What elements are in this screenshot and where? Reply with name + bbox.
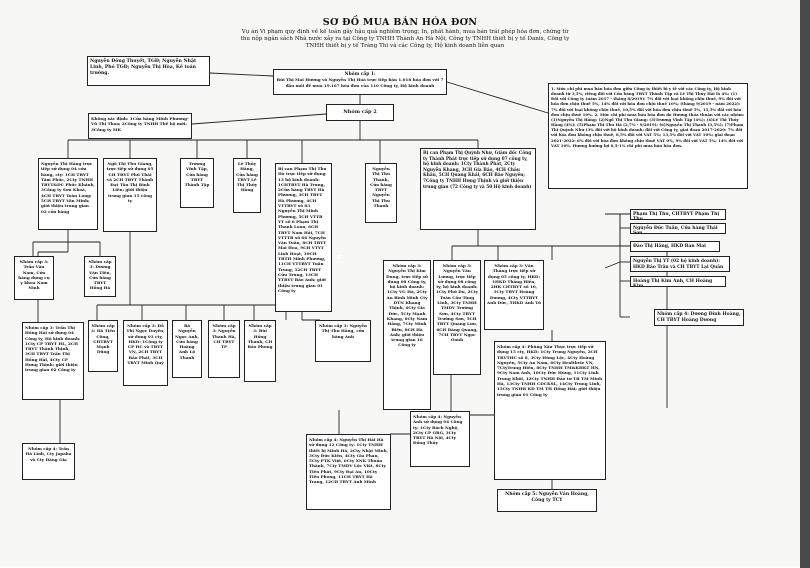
node-level2-member-5 [275, 163, 332, 312]
node-level5-a-text: Nhóm cấp 5: Nguyễn Văn Hoàng, Công ty TCY [505, 492, 589, 503]
node-right-2-text: Nguyễn Đức Tuấn, Cửa hàng Thái Sơn [633, 226, 718, 234]
node-level2-member-2-text: Ngô Thị Thu Giang, trực tiếp sử dụng 05 CH TBYT Phú Thái và 2CH TBYT Thành Đạt Tân Thị Bình Liên; giới thiệu trung gian 15 công ty [106, 161, 154, 204]
node-level1-text: Bùi Thị Mai Hương và Nguyễn Thị Hoà trực tiếp bán 1.018 hóa đơn với 7 đầu mối để mua 19.167 hóa đơn của 110 Công ty, Hộ kinh doanh [276, 77, 444, 88]
node-right-1-text: Phạm Thị Thu, CHTBYT Phạm Thị Thu [633, 212, 720, 220]
node-level3-f-text: Bà Nguyễn Ngọc Anh, Cửa hàng Hoàng Anh Lộ Thanh [175, 323, 199, 360]
node-level3-g [208, 320, 240, 378]
node-level2-member-6 [365, 163, 397, 223]
node-level2-member-2 [103, 158, 157, 232]
node-level3-d [88, 320, 118, 372]
node-right-1 [630, 209, 726, 220]
node-right-3-text: Đào Thị Hằng, HKD Ban Mai [633, 244, 706, 249]
node-top-left [87, 56, 210, 86]
diagram-subtitle: Vụ án Vi phạm quy định về kế toán gây hậu quả nghiêm trọng; In, phát hành, mua bán trái phép hóa đơn, chứng từ thu nộp ngân sách Nhà nước xảy ra tại Công ty TNHH Thành An Hà Nội, Công ty TNHH thiết bị y tế Danix, Công ty TNHH thiết bị y tế Tràng Thi và các Công ty, Hộ kinh doanh liên quan [240, 29, 570, 50]
node-top-left-text: Nguyễn Đông Thuyết, TGĐ; Nguyễn Nhật Linh, Phó TGĐ; Nguyễn Thị Hòa, Kế toán trưởng. [90, 59, 197, 76]
node-level4-d [494, 341, 606, 480]
node-level5-a [497, 489, 597, 512]
node-level3-l-text: Nhóm cấp 3: Văn Thắng trực tiếp sử dụng 05 công ty, HKD: 1HKD Thắng Hiền, 2HK CHTBYT số 10, 3Cty TBYT Hoàng Dương, 4Cty VTTBYT Anh Đức, 5HKD Anh Tú [487, 263, 541, 306]
node-level3-k-text: Nhóm cấp 3: Nguyễn Văn Lương, trực tiếp sử dụng 08 công ty, hộ kinh doanh: 1Cty Phú Du, 2Cty Toàn Cầu Tùng Linh, 3Cty TNHH TMDV Trường Sơn, 4Cty TBYT Trường Sơn, 5CH TBYT Quang Lưu, 6CH Đăng Quang, 7CH TBYT Ngọc Oanh [436, 263, 479, 343]
node-level3-d-text: Nhóm cấp 3: Hà Tiến Công, CHTBYT Mạnh Dũng [91, 323, 115, 355]
node-level3-l [484, 260, 544, 330]
node-unidentified-note [88, 113, 192, 139]
node-level3-e [123, 320, 168, 386]
node-level3-j-text: Nhóm cấp 3: Nguyễn Thị Kim Dung, trực tiếp sử dụng 08 Công ty, hộ kinh doanh: 1Cty VG Hà, 2Cty An Bình Minh Cty DTN Khang Thịnh, 4Cty Gia Đức, 5Cty Mạnh Khang, 6Cty Nam Hằng, 7Cty Minh Biên, 8CH Hà Anh; giới thiệu trung gian 16 Công ty [386, 263, 428, 348]
node-level2-member-7-text: Bị can Phạm Thị Quỳnh Như, Giám đốc Công ty Thành Phát trực tiếp sử dụng 07 công ty, hộ kinh doanh: 1Cty Thành Phát, 2Cty Nguyễn Khang, 3CH Gia Bảo, 4CH Châu Khâu, 5CH Quang Khải, 6CH Bảo Nguyên; 7Công ty TNHH Hưng Thịnh và giới thiệu trung gian (72 Công ty và 50 Hộ kinh doanh) [423, 151, 532, 190]
node-fee-note-text: 1. Mức chi phí mua bán hóa đơn giữa Công ty thiết bị y tế với các Công ty, Hộ kinh doanh từ 3,5%, riêng đối với Cửa hàng TBYT Thành Tập và Lê Thị Thủy Hải là 4%; (1) Đối với Công ty (năm 2017 - tháng 8/2019): 7% đối với loại không chịu thuế, 9% đối với hóa đơn chịu thuế 5%, 14% đối với hóa đơn chịu thuế 10%; (tháng 9/2019 - năm 2022): 7% đối với loại không chịu thuế, 10,5% đối với hóa đơn chịu thuế 5%, 15,5% đối với hóa đơn chịu thuế 10%. 2. Mức chi phí mua bán hóa đơn do Hương thỏa thuận với các nhóm: (1)Nguyễn Thị Hằng; (2)Ngô Thị Thu Giang; (3)Trương Vĩnh Tập (4%); (4)Lê Thị Thủy Hằng (4%); (5)Phạm Thị Thu Hà (2,7% - 9/2019); (6)Nguyễn Thị Thanh (3,5%); (7)Phạm Thị Quỳnh Như (3% đối với hộ kinh doanh; đối với Công ty, giai đoạn 2017-2020: 7% đối với hóa đơn không chịu thuế, 8,5% đối với VAT 5%; 13,5% đối với VAT 10%; giai đoạn 2021-2022: 6% đối với hóa đơn không chịu thuế VAT 0%, 9% đối với VAT 5%; 14% đối với VAT 10%. Hương hưởng lợi 0,5-1% chi phí mua bán hóa đơn. [551, 86, 745, 148]
node-level2-member-3-text: Trương Vĩnh Tập, Cửa hàng TBYT Thành Tập [184, 161, 210, 188]
node-level2-member-1 [38, 158, 98, 230]
node-right-6-text: Nhóm cấp 4: Dương Đình Hoàng, CH TBYT Hoàng Dương [657, 312, 741, 323]
node-level4-a [22, 443, 75, 480]
node-level1 [273, 69, 447, 95]
node-level2-member-4-text: Lê Thủy Hằng, Cửa hàng TBYT Lê Thị Thủy Hằng [236, 161, 258, 193]
node-level3-g-text: Nhóm cấp 3: Nguyễn Thanh Hà, CH TBYT TP [212, 323, 236, 350]
node-level4-b [306, 434, 391, 510]
node-right-6 [654, 309, 744, 326]
node-unidentified-note-text: Không xác định: 1Cửa hàng Minh Phương-Vũ Thị Thoa; 2Công ty TNHH Thế hệ mới; 3Công ty MK [91, 116, 189, 132]
node-level3-a-text: Nhóm cấp 3: Trần Văn Nam, Cửa hàng dụng cụ y khoa Nam Ninh [18, 259, 50, 291]
node-level3-j-box [383, 260, 431, 410]
node-level4-d-text: Nhóm cấp 4: Phùng Xâu Thục trực tiếp sử dụng 15 cty, HKD: 1Cty Trung Nguyên, 2CH TBVTHC số 8, 3Cty Hùng Lộc, 4Cty Hoàng Nguyên, 5Cty An Nam, 6Cty Healthvie VN, 7CtyTrung Hiền, 8Cty TNHH TM&KHKT HN, 9Cty Nam Anh, 10Cty Đức Hùng, 11Cty Linh Trung Khôi, 12Cty TNHH Đảo tư TB TM Minh Hà, 13Cty TNHH CDCKSL, 14Cty Trung Linh, 15Cty TNHH KD TM TH Hồng Hải; giới thiệu trung gian 01 Công ty [497, 344, 603, 397]
node-level2-member-7 [420, 148, 536, 230]
node-right-5 [630, 276, 726, 287]
node-level2-member-1-text: Nguyễn Thị Hằng trực tiếp sử dụng 04 cửa hàng, cty: 1CH TBYT Tâm Phúc, 2Cty TNHH TBYT&DC Phúc Khánh, 3Công ty Sơn Khoá, 4CH TBYT Toàn Long; 5CH TBYT Vân Minh; giới thiệu trung gian 02 cửa hàng [41, 161, 95, 214]
node-level3-j [337, 255, 341, 259]
node-level3-a [14, 256, 54, 300]
node-right-5-text: Hoàng Thị Kim Anh, CH Hoàng Kim [633, 279, 713, 287]
node-level2-member-4 [233, 158, 261, 213]
node-level4-c [410, 411, 470, 467]
node-right-4 [630, 256, 730, 272]
node-level3-k [433, 260, 481, 375]
node-level3-b [84, 256, 116, 297]
node-level4-c-text: Nhóm cấp 4: Nguyễn Ánh sử dụng 04 Công ty: 1Cty Bách Nghệ, 2Cty CP GBG, 3Cty TBYT Hà Nội, 4Cty Đồng Thủy [413, 414, 463, 446]
node-right-4-text: Nguyễn Thị YT (02 hộ kinh doanh): HKD Bảo Trân và CH TBYT Lại Quân [633, 259, 724, 270]
node-level3-h-text: Nhóm cấp 3: Bùi Hồng Thanh, CH Bảo Phong [247, 323, 273, 350]
node-level2-member-6-text: Nguyễn Thị Thu Thanh, Cửa hàng TBYT Nguyễn Thị Thu Thanh [370, 166, 392, 209]
node-level3-i [315, 320, 371, 362]
node-level2 [326, 104, 394, 121]
node-level3-c-text: Nhóm cấp 3: Trần Thị Hồng Hải sử dụng 04 Công ty, Hộ kinh doanh: 1Cty CP TBYT HL, 2CH TBYT Thành Thịnh, 3CH TBYT Trần Thị Hồng Hải, 4Cty CP Hưng Thịnh; giới thiệu trung gian 02 Công ty [25, 325, 81, 373]
node-level3-b-text: Nhóm cấp 3: Dương Văn Tiến, Cửa hàng TBYT Hồng Hà [88, 259, 112, 291]
node-level2-member-5-text: Bị can Phạm Thị Thu Hà trực tiếp sử dụng 13 hộ kinh doanh: 1CHTBYT Hà Trung, 2Cửa hàng TBYT Hà Phương, 3CH TBYT Hà Phương, 4CH VTTBYT số 83 Nguyễn Thị Minh Phương, 5CH VTTB YT số 6 Phạm Thị Thanh Loan, 6CH TBYT Nam Hải, 7CH VTTTB số 68 Nguyễn Văn Tuấn, 8CH TBYT Mai Hoa, 9CH VTYT Linh Hoạt, 10CH TBTH Minh Phương, 11CH VTTBYT Tuấn Trung, 12CH TBYT Cửu Trung, 13CH TTBYT Bảo Anh; giới thiệu trung gian 01 Công ty [278, 166, 327, 293]
node-right-2 [630, 223, 726, 234]
node-level4-a-text: Nhóm cấp 4: Trần Hà Linh, Cty Japaha và Cty Đăng Gia [25, 446, 72, 462]
node-level3-c [22, 322, 84, 400]
node-level4-b-text: Nhóm cấp 4: Nguyễn Thị Hải Hà sử dụng 12 Công ty: 1Cty TNHH thiết bị Minh Hà, 2Cty Nhật Minh, 3Cty Đức Kiên, 4Cty Gia Phan, 5Cty PTK Việt, 6Cty XNK Thuần Thành, 7Cty TMDV Lộc Việt, 8Cty Tiến Phát, 9Cty Đại An, 10Cty Tiên Phong, 11CH TBYT Hà Trang, 12CH TBYT Anh Minh [309, 437, 388, 485]
node-right-3 [630, 241, 720, 252]
node-level3-e-text: Nhóm cấp 3: Đỗ Thị Ngọc Duyên, sử dụng 03 cty, HKD: 1Công ty CP HC và TBYT VN, 2CH TBYT Bảo Phát, 3CH TBYT Minh Quý [126, 323, 165, 366]
diagram-title: SƠ ĐỒ MUA BÁN HÓA ĐƠN [322, 17, 478, 28]
node-level2-heading: Nhóm cấp 2 [343, 109, 377, 115]
node-level3-h [244, 320, 276, 382]
node-level1-heading: Nhóm cấp 1: [344, 72, 376, 77]
node-level3-f [172, 320, 202, 378]
node-level2-member-3 [180, 158, 214, 208]
node-level3-i-text: Nhóm cấp 3: Nguyễn Thị Thu Hằng, cửa hàng Anh [319, 323, 367, 339]
scan-edge [800, 0, 810, 568]
node-fee-note [548, 83, 748, 189]
